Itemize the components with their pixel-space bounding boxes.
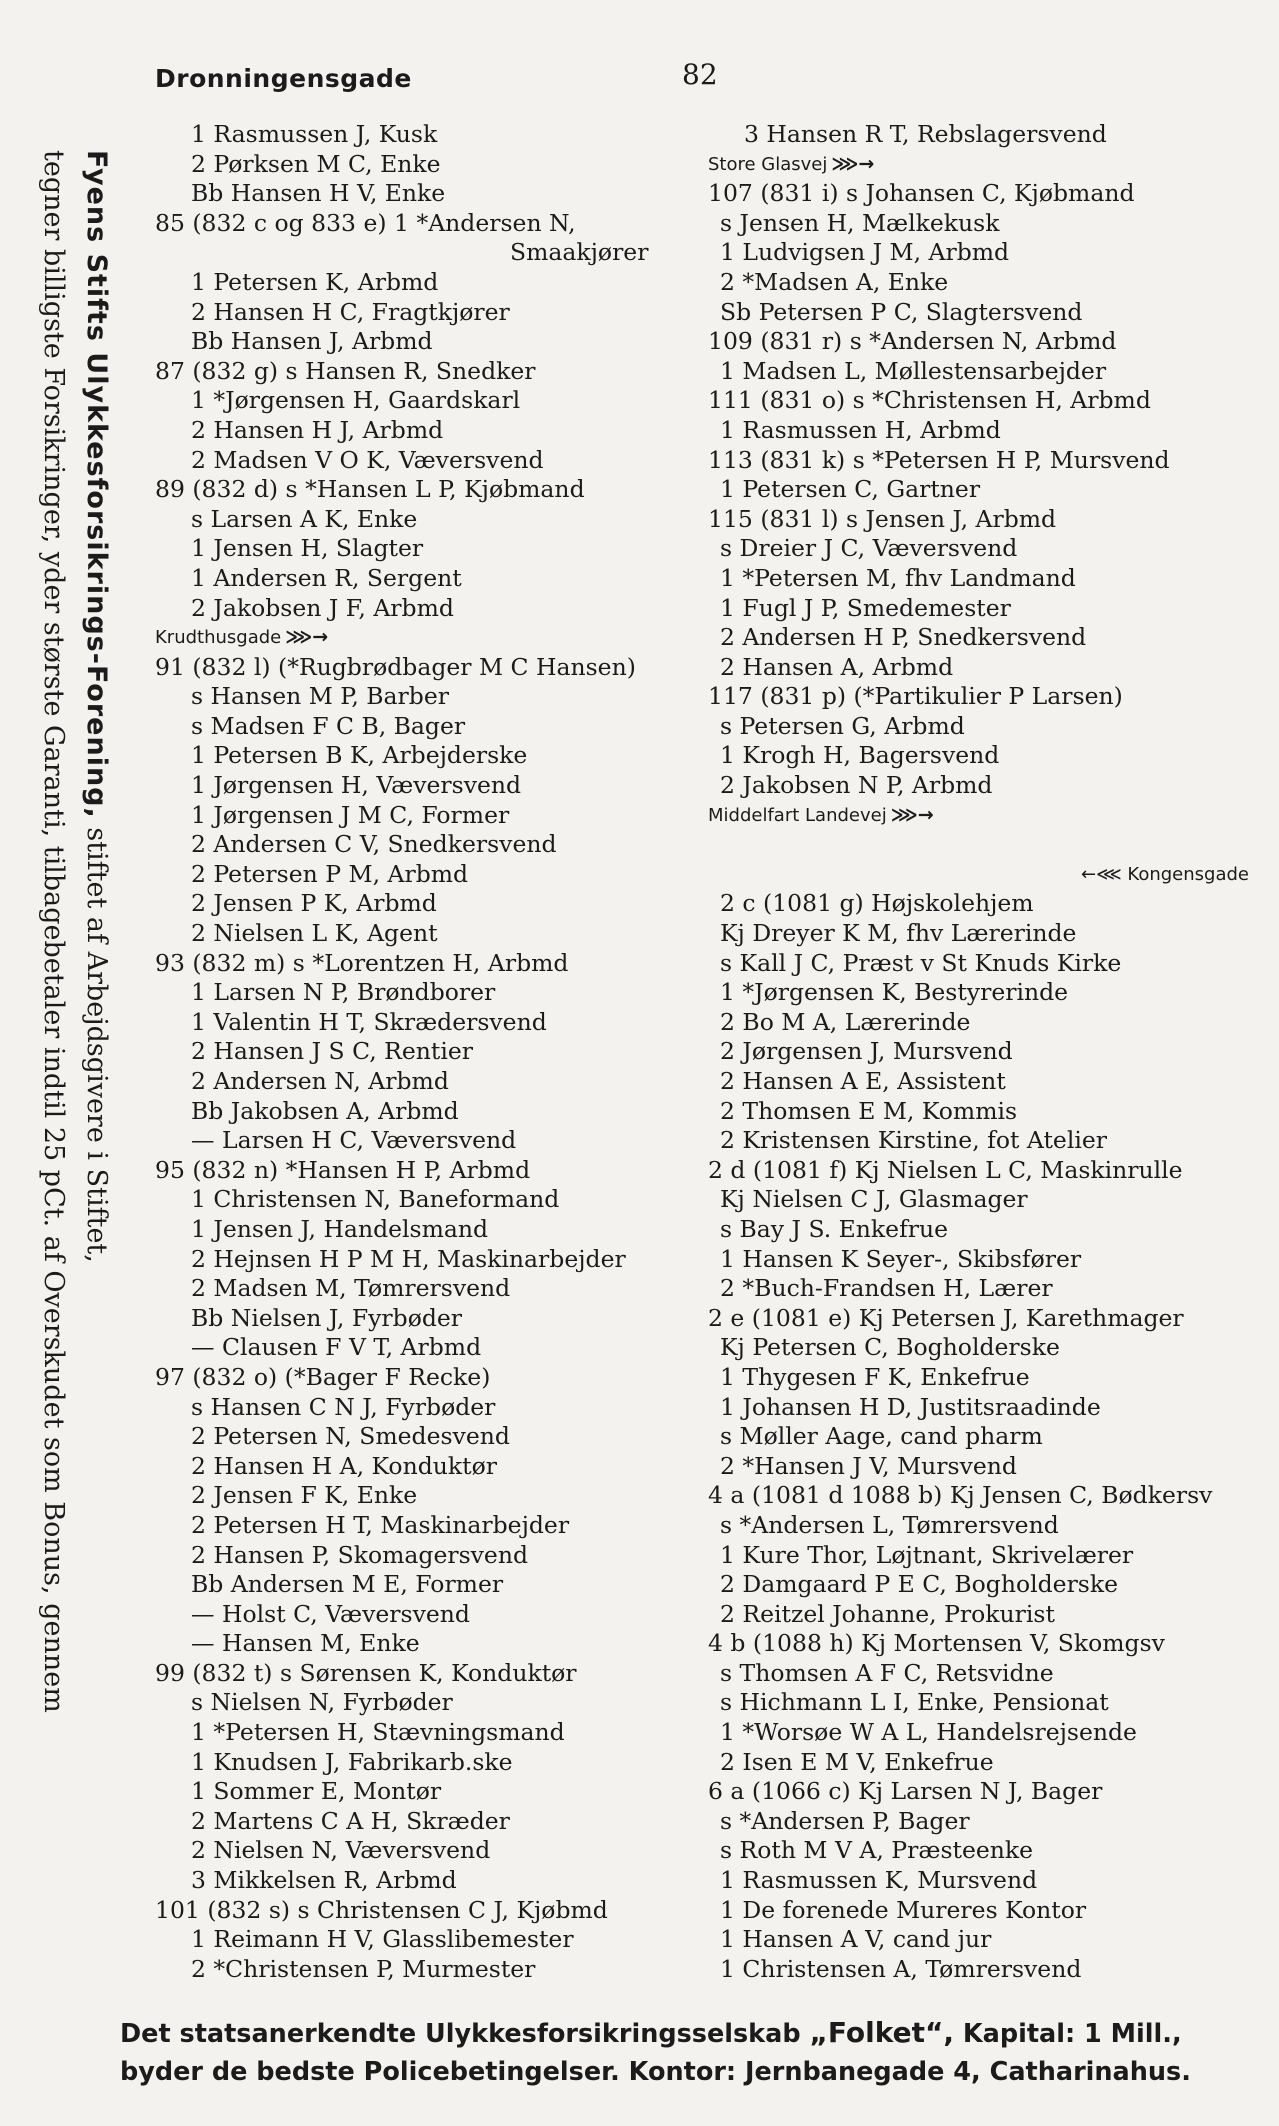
directory-entry [708,1156,1253,1186]
entry-text: 6 a (1066 c) Kj Larsen N J, Bager [708,1777,1103,1806]
directory-entry [708,1925,1253,1955]
entry-text: 1 Petersen C, Gartner [720,475,981,504]
entry-text: 1 *Jørgensen H, Gaardskarl [191,386,521,415]
entry-text: 1 Petersen K, Arbmd [191,267,439,296]
entry-text: 2 Hansen A E, Assistent [720,1067,1006,1095]
directory-entry [708,298,1253,328]
entry-text: Store Glasvej [708,153,828,175]
directory-entry [155,1718,703,1748]
entry-text: 2 *Buch-Frandsen H, Lærer [720,1274,1053,1303]
directory-entry [155,978,703,1008]
footer-company-name: „Folket“, [809,2016,954,2049]
sidebar-advertisement [28,150,118,1940]
entry-text: 2 Martens C A H, Skræder [191,1806,510,1835]
entry-text: 1 Hansen A V, cand jur [720,1925,992,1954]
directory-entry [155,1008,703,1038]
arrow-right-icon: ⋙→ [831,152,875,175]
entry-text: 1 Kure Thor, Løjtnant, Skrivelærer [720,1540,1134,1569]
entry-text: 1 Fugl J P, Smedemester [720,593,1011,622]
directory-entry [708,949,1253,979]
entry-text: 1 Petersen B K, Arbejderske [191,741,528,770]
entry-text: 2 Hansen H A, Konduktør [191,1451,497,1480]
directory-entry [155,594,703,624]
directory-entry [708,1245,1253,1275]
entry-text: 2 Hansen P, Skomagersvend [191,1540,529,1569]
entry-text: 1 Krogh H, Bagersvend [720,741,1000,770]
directory-entry [155,1185,703,1215]
entry-text: 2 Jakobsen N P, Arbmd [720,771,993,800]
entry-text: 1 Rasmussen K, Mursvend [720,1866,1038,1895]
directory-entry [708,1097,1253,1127]
entry-text: 2 Nielsen N, Væversvend [191,1836,491,1865]
entry-text: Sb Petersen P C, Slagtersvend [720,297,1083,326]
directory-entry [155,1363,703,1393]
directory-entry [708,1215,1253,1245]
entry-text: 1 Jensen H, Slagter [191,534,424,563]
entry-text: 2 Jørgensen J, Mursvend [720,1037,1013,1066]
page-number: 82 [682,58,718,91]
directory-entry [708,771,1253,801]
directory-entry [155,1896,703,1926]
entry-text: s Hansen M P, Barber [191,682,449,711]
directory-entry [155,1866,703,1896]
directory-entry [155,860,703,890]
entry-text: s Petersen G, Arbmd [720,711,965,740]
directory-entry [155,1126,703,1156]
entry-text: 2 Madsen M, Tømrersvend [191,1274,511,1303]
entry-text: 2 Hansen H C, Fragtkjører [191,297,510,326]
entry-text: 1 Jørgensen J M C, Former [191,800,510,829]
entry-text: 4 a (1081 d 1088 b) Kj Jensen C, Bødkersv [708,1481,1213,1510]
entry-text: s Thomsen A F C, Retsvidne [720,1658,1054,1687]
directory-entry [155,1570,703,1600]
entry-text: 1 Christensen A, Tømrersvend [720,1954,1082,1983]
entry-text: s Kall J C, Præst v St Knuds Kirke [720,948,1122,977]
footer-line-2: byder de bedste Policebetingelser. Kontor: Jernbanegade 4, Catharinahus. [120,2057,1191,2087]
entry-text: 91 (832 l) (*Rugbrødbager M C Hansen) [155,652,636,681]
entry-text: 1 Sommer E, Montør [191,1777,442,1806]
directory-entry [155,741,703,771]
directory-entry [708,1541,1253,1571]
sidebar-line-1 [75,150,118,1940]
directory-entry [708,1481,1253,1511]
entry-text: Kj Petersen C, Bogholderske [720,1333,1060,1362]
directory-entry [155,1067,703,1097]
directory-entry [708,741,1253,771]
entry-text: 1 Johansen H D, Justitsraadinde [720,1392,1101,1421]
directory-entry [708,1037,1253,1067]
directory-entry [155,1037,703,1067]
directory-entry [155,830,703,860]
entry-text: 1 Andersen R, Sergent [191,563,462,592]
entry-text: Krudthusgade [155,627,282,649]
footer-line-1 [120,2014,1271,2053]
entry-text: 1 Rasmussen J, Kusk [191,120,438,148]
entry-text: 1 *Worsøe W A L, Handelsrejsende [720,1718,1137,1747]
sidebar-advertisement-text [28,150,118,1940]
directory-entry [155,1422,703,1452]
entry-text: — Larsen H C, Væversvend [191,1126,517,1155]
entry-text: 2 Thomsen E M, Kommis [720,1096,1018,1125]
entry-text: 2 Reitzel Johanne, Prokurist [720,1599,1055,1628]
entry-text: 2 Jensen F K, Enke [191,1481,418,1510]
directory-entry [155,1156,703,1186]
directory-entry [155,416,703,446]
directory-entry [155,357,703,387]
entry-text: 1 Valentin H T, Skrædersvend [191,1007,547,1036]
entry-text: Bb Nielsen J, Fyrbøder [191,1303,463,1332]
street-reference [708,860,1253,890]
entry-text: 101 (832 s) s Christensen C J, Kjøbmd [155,1895,608,1924]
directory-entry [155,179,703,209]
directory-entry [708,830,1253,860]
entry-text: 95 (832 n) *Hansen H P, Arbmd [155,1155,531,1184]
entry-text: 93 (832 m) s *Lorentzen H, Arbmd [155,948,569,977]
entry-text: 85 (832 c og 833 e) 1 *Andersen N, [155,208,576,237]
directory-entry [708,1393,1253,1423]
directory-entry [708,1718,1253,1748]
directory-entry [155,1836,703,1866]
directory-entry [155,771,703,801]
directory-entry [708,919,1253,949]
entry-text: s Bay J S. Enkefrue [720,1214,949,1243]
directory-entry [155,1600,703,1630]
directory-entry [708,1570,1253,1600]
directory-entry [708,1777,1253,1807]
directory-entry [155,1097,703,1127]
arrow-right-icon: ⋙→ [890,803,934,826]
entry-text: 115 (831 l) s Jensen J, Arbmd [708,504,1057,533]
directory-entry [708,1363,1253,1393]
entry-text: Bb Jakobsen A, Arbmd [191,1096,459,1125]
directory-entry [708,534,1253,564]
directory-entry [708,1836,1253,1866]
directory-entry [708,594,1253,624]
entry-text: 1 Reimann H V, Glasslibemester [191,1925,574,1954]
directory-entry [708,1600,1253,1630]
directory-entry [708,1185,1253,1215]
directory-entry [155,386,703,416]
directory-entry [708,386,1253,416]
entry-text: 1 Christensen N, Baneformand [191,1185,560,1214]
directory-entry [708,1067,1253,1097]
street-reference [708,150,1253,180]
footer-line-1-a: Det statsanerkendte Ulykkesforsikringsselskab [120,2019,810,2049]
footer-line-1-c: Kapital: 1 Mill., [954,2019,1182,2049]
directory-entry [155,1274,703,1304]
entry-text: 89 (832 d) s *Hansen L P, Kjøbmand [155,475,585,504]
directory-entry [708,1688,1253,1718]
entry-text: — Clausen F V T, Arbmd [191,1333,482,1362]
entry-text: s *Andersen P, Bager [720,1806,970,1835]
directory-entry [708,1955,1253,1985]
directory-entry [708,623,1253,653]
entry-text: 113 (831 k) s *Petersen H P, Mursvend [708,445,1170,474]
directory-entry [155,1304,703,1334]
entry-text: 87 (832 g) s Hansen R, Snedker [155,356,536,385]
entry-text: 97 (832 o) (*Bager F Recke) [155,1362,491,1391]
directory-entry [155,564,703,594]
street-reference [708,801,1253,831]
entry-text: 3 Mikkelsen R, Arbmd [191,1866,457,1895]
entry-text: 2 d (1081 f) Kj Nielsen L C, Maskinrulle [708,1155,1183,1184]
entry-text: s Hichmann L I, Enke, Pensionat [720,1688,1109,1717]
entry-text: 2 Petersen N, Smedesvend [191,1422,510,1451]
page-header [155,58,1259,98]
directory-entry [708,564,1253,594]
entry-text: 2 Madsen V O K, Væversvend [191,445,544,474]
directory-entry [155,120,703,150]
directory-entry [708,238,1253,268]
entry-text: 2 Hansen H J, Arbmd [191,415,444,444]
directory-entry [708,179,1253,209]
directory-entry [155,1925,703,1955]
directory-entry [155,298,703,328]
directory-entry [708,1008,1253,1038]
entry-text: Smaakjører [510,238,649,267]
directory-entry [155,446,703,476]
directory-entry [155,268,703,298]
entry-text: 2 Petersen H T, Maskinarbejder [191,1510,570,1539]
directory-entry [708,1896,1253,1926]
sidebar-org-name: Fyens Stifts Ulykkesforsikrings-Forening, [81,150,112,819]
entry-text: 2 Andersen N, Arbmd [191,1067,449,1095]
directory-entry [708,1333,1253,1363]
entry-text: ←⋘ Kongensgade [1081,863,1249,885]
directory-entry [708,1304,1253,1334]
directory-entry [155,1452,703,1482]
directory-entry [155,150,703,180]
entry-text: 4 b (1088 h) Kj Mortensen V, Skomgsv [708,1629,1165,1658]
directory-entry [708,1659,1253,1689]
directory-entry [155,949,703,979]
entry-text: s Nielsen N, Fyrbøder [191,1688,453,1717]
entry-text: Kj Nielsen C J, Glasmager [720,1185,1028,1214]
entry-text: — Holst C, Væversvend [191,1599,470,1628]
directory-entry [155,1541,703,1571]
entry-text: 2 Jakobsen J F, Arbmd [191,593,454,622]
directory-entry [155,1629,703,1659]
directory-entry [155,1481,703,1511]
directory-entry [155,1955,703,1985]
directory-entry [708,712,1253,742]
directory-entry [155,1215,703,1245]
entry-text: s Roth M V A, Præsteenke [720,1836,1034,1865]
entry-text: — Hansen M, Enke [191,1629,420,1658]
entry-text: 1 Jensen J, Handelsmand [191,1214,489,1243]
directory-entry [155,712,703,742]
entry-text: 1 Knudsen J, Fabrikarb.ske [191,1747,513,1776]
directory-entry [708,120,1253,150]
directory-entry [708,653,1253,683]
entry-text: 2 Jensen P K, Arbmd [191,889,437,918]
directory-entry [155,801,703,831]
directory-entry [155,327,703,357]
directory-entry [155,1245,703,1275]
entry-text: Kj Dreyer K M, fhv Lærerinde [720,919,1077,948]
directory-entry [708,1274,1253,1304]
entry-text: 2 Kristensen Kirstine, fot Atelier [720,1126,1107,1155]
directory-entry [155,1333,703,1363]
entry-text: 1 Hansen K Seyer-, Skibsfører [720,1244,1082,1273]
directory-entry [708,446,1253,476]
entry-text: s Larsen A K, Enke [191,504,418,533]
entry-text: 99 (832 t) s Sørensen K, Konduktør [155,1658,577,1687]
footer-advertisement [120,2014,1271,2091]
directory-entry [708,1866,1253,1896]
entry-text: 2 c (1081 g) Højskolehjem [720,889,1034,918]
entry-text: 2 Isen E M V, Enkefrue [720,1747,994,1776]
entry-text: 2 Andersen H P, Snedkersvend [720,623,1087,652]
entry-text: 1 Thygesen F K, Enkefrue [720,1362,1030,1391]
directory-entry [708,416,1253,446]
directory-entry [708,1807,1253,1837]
entry-text: s Dreier J C, Væversvend [720,534,1018,563]
entry-text: 1 Madsen L, Møllestensarbejder [720,356,1107,385]
directory-entry [708,357,1253,387]
entry-text: Bb Hansen J, Arbmd [191,327,433,356]
directory-entry [155,919,703,949]
entry-text: s Jensen H, Mælkekusk [720,208,1000,237]
entry-text: 1 *Petersen M, fhv Landmand [720,563,1076,592]
left-column [155,120,703,1984]
directory-entry [155,534,703,564]
entry-text: 2 Bo M A, Lærerinde [720,1007,971,1036]
entry-text: s Møller Aage, cand pharm [720,1422,1043,1451]
directory-entry [708,475,1253,505]
entry-text: 111 (831 o) s *Christensen H, Arbmd [708,386,1151,415]
directory-entry [155,1511,703,1541]
directory-entry [155,682,703,712]
street-reference [155,623,703,653]
directory-entry [155,1777,703,1807]
directory-entry [155,889,703,919]
street-title: Dronningensgade [155,64,412,93]
entry-text: 2 Andersen C V, Snedkersvend [191,830,557,859]
directory-entry [155,209,703,239]
entry-text: 2 Nielsen L K, Agent [191,919,438,948]
directory-entry [708,268,1253,298]
entry-text: 2 Pørksen M C, Enke [191,149,441,178]
directory-entry [708,1511,1253,1541]
entry-text: 117 (831 p) (*Partikulier P Larsen) [708,682,1123,711]
right-column [708,120,1253,1984]
entry-text: 2 Petersen P M, Arbmd [191,859,469,888]
entry-text: 2 *Christensen P, Murmester [191,1954,536,1983]
entry-text: 2 Hansen J S C, Rentier [191,1037,474,1066]
entry-text: 3 Hansen R T, Rebslagersvend [744,120,1107,148]
entry-text: 2 *Madsen A, Enke [720,267,949,296]
entry-text: 1 Rasmussen H, Arbmd [720,415,1001,444]
directory-entry [155,505,703,535]
entry-text: Middelfart Landevej [708,804,887,826]
directory-entry [155,653,703,683]
entry-text: 2 Hejnsen H P M H, Maskinarbejder [191,1244,626,1273]
directory-entry [155,1393,703,1423]
directory-entry [155,1748,703,1778]
sidebar-line-2: tegner billigste Forsikringer, yder største Garanti, tilbagebetaler indtil 25 pCt. af Overskudet som Bonus, gennem [38,150,69,1713]
directory-entry [708,1422,1253,1452]
entry-text: 107 (831 i) s Johansen C, Kjøbmand [708,179,1135,208]
sidebar-org-desc: stiftet af Arbejdsgivere i Stiftet, [81,818,112,1263]
entry-text: 1 Larsen N P, Brøndborer [191,978,496,1007]
entry-text: s *Andersen L, Tømrersvend [720,1510,1059,1539]
directory-entry [708,505,1253,535]
directory-entry [708,1748,1253,1778]
entry-text: 2 Hansen A, Arbmd [720,652,954,681]
directory-entry [708,978,1253,1008]
directory-entry [708,1629,1253,1659]
entry-text: 1 Ludvigsen J M, Arbmd [720,238,1010,267]
directory-entry [708,889,1253,919]
directory-entry [708,1126,1253,1156]
directory-entry [708,1452,1253,1482]
entry-text: s Hansen C N J, Fyrbøder [191,1392,496,1421]
entry-text: Bb Andersen M E, Former [191,1570,504,1599]
arrow-right-icon: ⋙→ [285,626,329,649]
directory-entry [155,1807,703,1837]
entry-text: 2 Damgaard P E C, Bogholderske [720,1570,1119,1599]
directory-entry [708,327,1253,357]
directory-entry [708,209,1253,239]
entry-text: 1 *Petersen H, Stævningsmand [191,1718,565,1747]
directory-entry [155,475,703,505]
directory-entry [708,682,1253,712]
directory-entry [155,238,703,268]
entry-text: Bb Hansen H V, Enke [191,179,446,208]
entry-text: 109 (831 r) s *Andersen N, Arbmd [708,327,1117,356]
entry-text: 2 *Hansen J V, Mursvend [720,1451,1017,1480]
entry-text: 1 De forenede Mureres Kontor [720,1895,1087,1924]
directory-entry [155,1659,703,1689]
entry-text: 1 *Jørgensen K, Bestyrerinde [720,978,1069,1007]
entry-text: s Madsen F C B, Bager [191,711,466,740]
entry-text: 2 e (1081 e) Kj Petersen J, Karethmager [708,1303,1184,1332]
entry-text: 1 Jørgensen H, Væversvend [191,771,522,800]
directory-entry [155,1688,703,1718]
